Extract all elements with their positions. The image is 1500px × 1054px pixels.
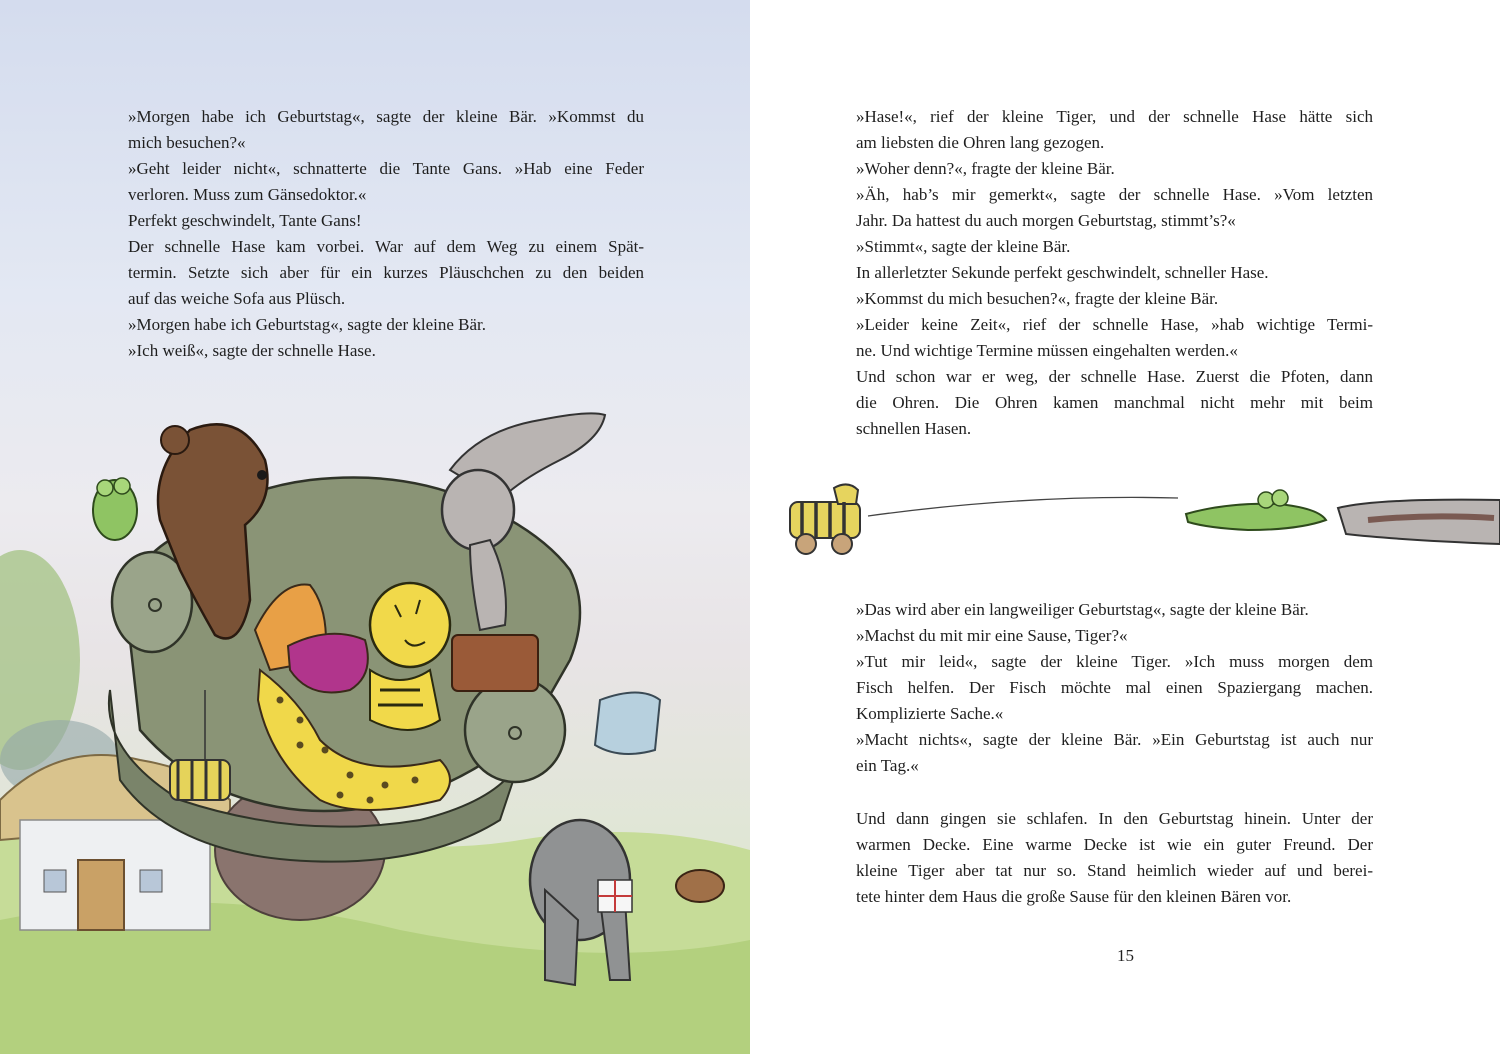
hedgehog <box>676 870 724 902</box>
pull-string <box>868 497 1178 516</box>
text-line: verloren. Muss zum Gänsedoktor.« <box>128 185 367 204</box>
rabbit-ears-exiting <box>1338 500 1500 544</box>
text-line: »Stimmt«, sagte der kleine Bär. <box>856 237 1071 256</box>
toy-duck-hanging <box>170 760 230 800</box>
text-line: kleine Tiger aber tat nur so. Stand heimlich wieder auf und berei- <box>856 861 1373 880</box>
text-line: »Ich weiß«, sagte der schnelle Hase. <box>128 341 376 360</box>
toy-duck-and-frog-illustration <box>778 474 1500 564</box>
text-line: »Äh, hab’s mir gemerkt«, sagte der schnelle Hase. »Vom letzten <box>856 185 1373 204</box>
text-line: auf das weiche Sofa aus Plüsch. <box>128 289 346 308</box>
text-line: die Ohren. Die Ohren kamen manchmal nicht mehr mit beim <box>856 393 1373 412</box>
blue-pillow <box>595 693 660 755</box>
text-line: Fisch helfen. Der Fisch möchte mal einen Spaziergang machen. <box>856 678 1373 697</box>
left-page-text <box>128 104 644 364</box>
frog <box>93 478 137 540</box>
text-line: »Morgen habe ich Geburtstag«, sagte der kleine Bär. <box>128 315 486 334</box>
briefcase <box>452 635 538 691</box>
text-line: »Geht leider nicht«, schnatterte die Tante Gans. »Hab eine Feder <box>128 159 644 178</box>
sofa-illustration <box>0 400 750 1054</box>
text-line: In allerletzter Sekunde perfekt geschwindelt, schneller Hase. <box>856 263 1269 282</box>
text-line: »Kommst du mich besuchen?«, fragte der kleine Bär. <box>856 289 1219 308</box>
sofa-armrest <box>465 678 565 782</box>
text-line: Und dann gingen sie schlafen. In den Geburtstag hinein. Unter der <box>856 809 1373 828</box>
text-line: schnellen Hasen. <box>856 419 972 438</box>
page-number: 15 <box>1117 946 1134 965</box>
tiger <box>370 583 450 730</box>
text-line: »Hase!«, rief der kleine Tiger, und der schnelle Hase hätte sich <box>856 107 1373 126</box>
text-line: Komplizierte Sache.« <box>856 704 1004 723</box>
text-line: tete hinter dem Haus die große Sause für den kleinen Bären vor. <box>856 887 1292 906</box>
right-page-text-middle <box>856 597 1373 779</box>
text-line: »Macht nichts«, sagte der kleine Bär. »Ein Geburtstag ist auch nur <box>856 730 1373 749</box>
text-line: Jahr. Da hattest du auch morgen Geburtstag, stimmt’s?« <box>856 211 1236 230</box>
flying-frog <box>1186 490 1326 530</box>
text-line: Der schnelle Hase kam vorbei. War auf dem Weg zu einem Spät- <box>128 237 644 256</box>
text-line: »Morgen habe ich Geburtstag«, sagte der kleine Bär. »Kommst du <box>128 107 644 126</box>
text-line: »Machst du mit mir eine Sause, Tiger?« <box>856 626 1128 645</box>
text-line: Perfekt geschwindelt, Tante Gans! <box>128 211 362 230</box>
right-page-text-top <box>856 104 1373 442</box>
text-line: »Tut mir leid«, sagte der kleine Tiger. »Ich muss morgen dem <box>856 652 1373 671</box>
text-line: am liebsten die Ohren lang gezogen. <box>856 133 1105 152</box>
toy-duck <box>790 484 860 554</box>
text-line: »Leider keine Zeit«, rief der schnelle Hase, »hab wichtige Termi- <box>856 315 1373 334</box>
text-line: »Das wird aber ein langweiliger Geburtstag«, sagte der kleine Bär. <box>856 600 1309 619</box>
text-line: warmen Decke. Eine warme Decke ist wie ein guter Freund. Der <box>856 835 1373 854</box>
right-page <box>750 0 1500 1054</box>
text-line: »Woher denn?«, fragte der kleine Bär. <box>856 159 1115 178</box>
right-page-text-bottom <box>856 806 1373 910</box>
text-line: mich besuchen?« <box>128 133 246 152</box>
text-line: ne. Und wichtige Termine müssen eingehalten werden.« <box>856 341 1238 360</box>
text-line: Und schon war er weg, der schnelle Hase. Zuerst die Pfoten, dann <box>856 367 1373 386</box>
text-line: termin. Setzte sich aber für ein kurzes Pläuschchen zu den beiden <box>128 263 644 282</box>
text-line: ein Tag.« <box>856 756 919 775</box>
